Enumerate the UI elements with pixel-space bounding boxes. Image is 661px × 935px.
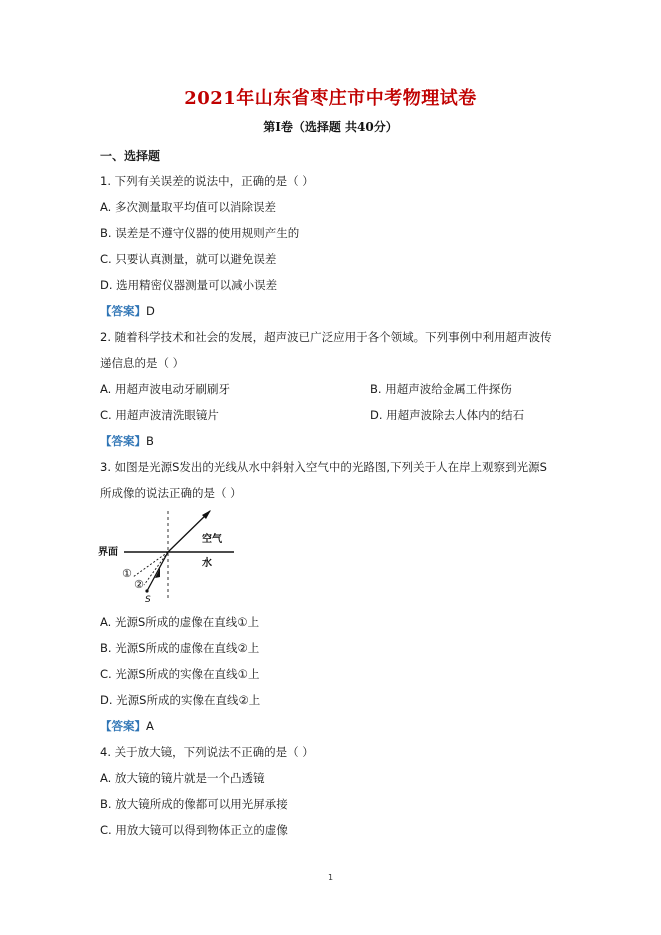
q1-option-c: C. 只要认真测量，就可以避免误差 xyxy=(100,252,277,266)
q1-option-b: B. 误差是不遵守仪器的使用规则产生的 xyxy=(100,226,300,240)
answer-tag: 【答案】 xyxy=(100,304,146,318)
refraction-diagram xyxy=(98,505,238,605)
q2-answer xyxy=(100,433,154,449)
incident-ray xyxy=(147,552,168,591)
q2-stem-line2: 递信息的是（ ） xyxy=(100,356,185,370)
q1-option-d: D. 选用精密仪器测量可以减小误差 xyxy=(100,278,278,292)
q4-option-c: C. 用放大镜可以得到物体正立的虚像 xyxy=(100,823,288,837)
answer-value: A xyxy=(146,719,154,733)
q4-stem: 4. 关于放大镜，下列说法不正确的是（ ） xyxy=(100,745,314,759)
source-label: S xyxy=(145,595,151,605)
interface-label: 界面 xyxy=(98,547,118,558)
q3-answer xyxy=(100,718,154,734)
q1-stem: 1. 下列有关误差的说法中，正确的是（ ） xyxy=(100,174,314,188)
q3-stem-line2: 所成像的说法正确的是（ ） xyxy=(100,486,242,500)
water-label: 水 xyxy=(202,558,212,569)
air-label: 空气 xyxy=(202,534,222,545)
q1-answer xyxy=(100,303,155,319)
q2-option-b: B. 用超声波给金属工件探伤 xyxy=(370,382,512,396)
answer-value: D xyxy=(146,304,155,318)
q2-option-a: A. 用超声波电动牙刷刷牙 xyxy=(100,382,230,396)
answer-value: B xyxy=(146,434,154,448)
q3-option-a: A. 光源S所成的虚像在直线①上 xyxy=(100,615,260,629)
q3-option-c: C. 光源S所成的实像在直线①上 xyxy=(100,667,260,681)
page-number: 1 xyxy=(327,873,334,882)
exam-title: 2021年山东省枣庄市中考物理试卷 xyxy=(184,88,477,109)
extension-line-1 xyxy=(133,552,168,577)
extension-line-2 xyxy=(144,552,168,585)
q4-option-a: A. 放大镜的镜片就是一个凸透镜 xyxy=(100,771,265,785)
exam-subtitle: 第Ⅰ卷（选择题 共40分） xyxy=(263,120,398,134)
q4-option-b: B. 放大镜所成的像都可以用光屏承接 xyxy=(100,797,288,811)
q3-stem-line1: 3. 如图是光源S发出的光线从水中斜射入空气中的光路图,下列关于人在岸上观察到光源S xyxy=(100,460,547,474)
line2-label: ② xyxy=(134,578,144,591)
q3-option-d: D. 光源S所成的实像在直线②上 xyxy=(100,693,261,707)
q2-stem-line1: 2. 随着科学技术和社会的发展，超声波已广泛应用于各个领域。下列事例中利用超声波传 xyxy=(100,330,552,344)
refracted-ray xyxy=(168,511,210,552)
light-source-point xyxy=(145,589,148,592)
q3-option-b: B. 光源S所成的虚像在直线②上 xyxy=(100,641,260,655)
q1-option-a: A. 多次测量取平均值可以消除误差 xyxy=(100,200,276,214)
answer-tag: 【答案】 xyxy=(100,434,146,448)
line1-label: ① xyxy=(122,567,132,580)
answer-tag: 【答案】 xyxy=(100,719,146,733)
q2-option-d: D. 用超声波除去人体内的结石 xyxy=(370,408,525,422)
q2-option-c: C. 用超声波清洗眼镜片 xyxy=(100,408,219,422)
section-heading: 一、选择题 xyxy=(100,149,161,163)
